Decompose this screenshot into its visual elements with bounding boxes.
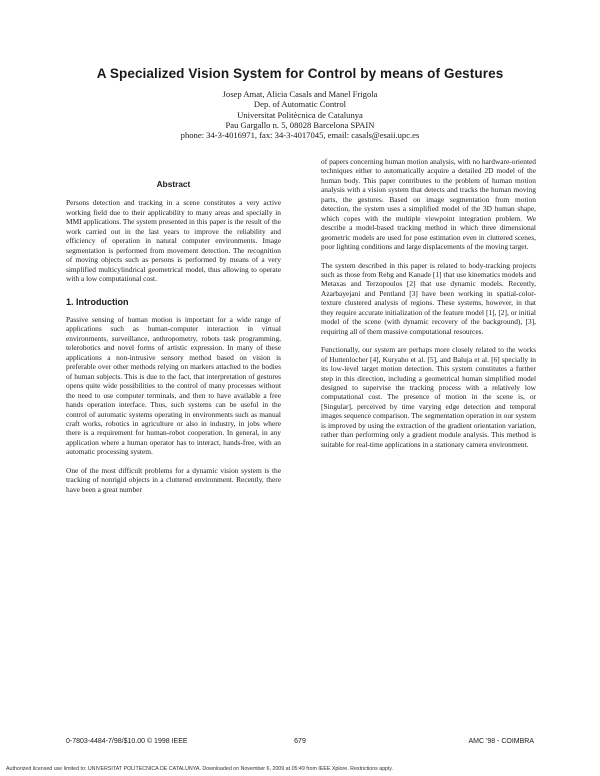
intro-paragraph-2: One of the most difficult problems for a dynamic vision system is the tracking of nonrigid objects in a cluttered environment. Recently, there have been a great number	[66, 465, 281, 494]
intro-paragraph-1: Passive sensing of human motion is important for a wide range of applications such as human-computer interaction in virtual environments, surveillance, anthropometry, robots task programming, telerobotics and novel forms of artistic expression. In many of these applications a non-intrusive sensory method based on vision is preferable over other methods relying on markers attached to the bodies of human subjects. This is due to the fact, that interpretation of gestures opens quite wide possibilities to the control of many processes without the need to use computer terminals, and then to have available a free hands operation interface. Thus, such systems can be useful in the control of automatic systems operating in environments such as manual craft works, robotics in agriculture or also in industry, in jobs where there is a requirement for human-robot cooperation. In general, in any application where a human operator has to interact, hands-free, with an automatic processing system.	[66, 314, 281, 457]
right-paragraph-3: Functionally, our system are perhaps more closely related to the works of Huttenlocher [4], Kuryaho et al. [5], and Baluja et al. [6] specially in its low-level target motion detection. This system constitutes a further step in this direction, including a geometrical human simplified model designed to supervise the tracking process with a relatively low computational cost. The presence of motion in the scene is, or [Singular], perceived by time varying edge detection and temporal images sequence comparison. The segmentation operation in our system is improved by using the extraction of the gradient orientation variation, rather than performing only a gradient module analysis. This method is suitable for real-time applications in a stationary camera environment.	[321, 345, 536, 449]
author-address: Pau Gargallo n. 5, 08028 Barcelona SPAIN	[225, 119, 375, 130]
abstract-heading: Abstract	[156, 179, 191, 189]
footer-copyright: 0-7803-4484-7/98/$10.00 © 1998 IEEE	[66, 738, 188, 745]
author-names: Josep Amat, Alicia Casals and Manel Frigola	[222, 89, 378, 99]
paper-title: A Specialized Vision System for Control by means of Gestures	[96, 66, 504, 81]
page-number: 679	[294, 738, 306, 745]
footer-conference: AMC '98 - COIMBRA	[468, 738, 534, 745]
author-department: Dep. of Automatic Control	[253, 99, 347, 110]
introduction-heading: 1. Introduction	[66, 296, 129, 307]
right-paragraph-2: The system described in this paper is related to body-tracking projects such as those from Rehg and Kanade [1] that use kinematics models and Metaxas and Terzopoulos [2] that use dynamic models. Recently, Azarbayejani and Pentland [3] have been working in spatial-color-texture clustered analysis of regions. These systems, however, in that they require accurate initialization of the feature model [1], [2], or initial model of the scene (with dynamic recovery of the background), [3], requiring all of them massive computational resources.	[321, 260, 536, 336]
right-column	[321, 157, 536, 458]
author-university: Universitat Politècnica de Catalunya	[237, 109, 363, 120]
left-column	[66, 180, 281, 503]
abstract-text: Persons detection and tracking in a scene constitutes a very active working field due to their applicability to many areas and specially in MMI applications. The system presented in this paper is the result of the work carried out in the last years to improve the reliability and efficiency of operation in natural computer environments. Image segmentation is performed from movement detection. The recognition of moving objects such as persons is performed by means of a very simplified multicylindrical geometrical model, thus allowing to operate with a low computational cost.	[66, 198, 281, 284]
author-block	[150, 89, 450, 140]
right-paragraph-1: of papers concerning human motion analysis, with no hardware-oriented techniques either to automatically acquire a detailed 2D model of the human body. This paper contributes to the problem of human motion analysis with a vision system that detects and tracks the human moving parts, the gestures. Based on image segmentation from motion detection, the system uses a simplified model of the 3D human shape, which copes with the multiple viewpoint integration problem. We describe a model-based tracking method in which three dimensional geometric models are used for pose estimation even in cluttered scenes, poor lighting conditions and large displacements of the moving target.	[321, 157, 536, 252]
download-notice: Authorized licensed use limited to: UNIVERSITAT POLITECNICA DE CATALUNYA. Downloaded on November 6, 2009 at 05:49 from IEEE Xplore. Restrictions apply.	[6, 766, 394, 772]
author-contact: phone: 34-3-4016971, fax: 34-3-4017045, email: casals@esaii.upc.es	[180, 130, 420, 141]
